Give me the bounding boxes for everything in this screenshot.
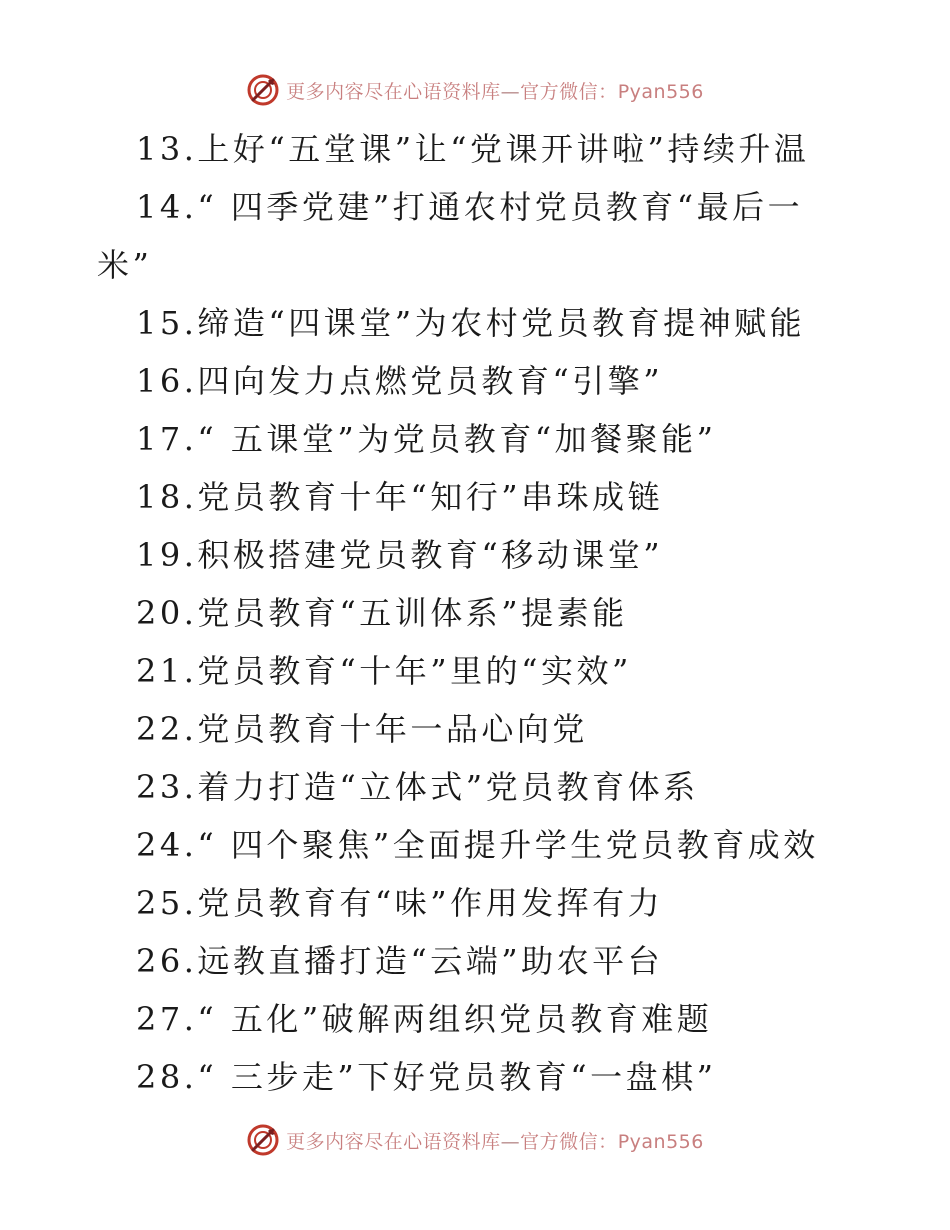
header-banner-inner <box>246 73 704 107</box>
header-banner-wechat-label: 官方微信： <box>520 80 618 103</box>
header-banner-slogan: 更多内容尽在心语资料库 <box>286 80 501 103</box>
list-item: 23.着力打造“立体式”党员教育体系 <box>136 768 699 806</box>
list-item: 14.“ 四季党建”打通农村党员教育“最后一 <box>136 188 804 226</box>
list-item: 19.积极搭建党员教育“移动课堂” <box>136 536 664 574</box>
pen-logo-icon <box>246 1123 280 1157</box>
footer-banner-wechat-id: Pyan556 <box>617 1130 704 1153</box>
footer-banner-wechat-label: 官方微信： <box>520 1130 618 1153</box>
list-item: 15.缔造“四课堂”为农村党员教育提神赋能 <box>136 304 806 342</box>
list-item: 26.远教直播打造“云端”助农平台 <box>136 942 664 980</box>
footer-banner-slogan: 更多内容尽在心语资料库 <box>286 1130 501 1153</box>
list-item: 27.“ 五化”破解两组织党员教育难题 <box>136 1000 713 1038</box>
footer-banner-separator: — <box>500 1130 521 1153</box>
list-item: 21.党员教育“十年”里的“实效” <box>136 652 632 690</box>
list-item: 22.党员教育十年一品心向党 <box>136 710 588 748</box>
list-item: 25.党员教育有“味”作用发挥有力 <box>136 884 664 922</box>
list-item: 17.“ 五课堂”为党员教育“加餐聚能” <box>136 420 717 458</box>
header-banner-separator: — <box>500 80 521 103</box>
list-item: 28.“ 三步走”下好党员教育“一盘棋” <box>136 1058 717 1096</box>
list-item: 13.上好“五堂课”让“党课开讲啦”持续升温 <box>136 130 810 168</box>
list-item-continuation: 米” <box>97 246 153 284</box>
list-item: 18.党员教育十年“知行”串珠成链 <box>136 478 664 516</box>
footer-banner-text <box>286 1127 704 1154</box>
list-item: 20.党员教育“五训体系”提素能 <box>136 594 628 632</box>
pen-logo-icon <box>246 73 280 107</box>
header-banner-wechat-id: Pyan556 <box>617 80 704 103</box>
header-banner <box>0 70 950 110</box>
footer-banner <box>0 1120 950 1160</box>
list-item: 16.四向发力点燃党员教育“引擎” <box>136 362 664 400</box>
footer-banner-inner <box>246 1123 704 1157</box>
header-banner-text <box>286 77 704 104</box>
list-item: 24.“ 四个聚焦”全面提升学生党员教育成效 <box>136 826 819 864</box>
